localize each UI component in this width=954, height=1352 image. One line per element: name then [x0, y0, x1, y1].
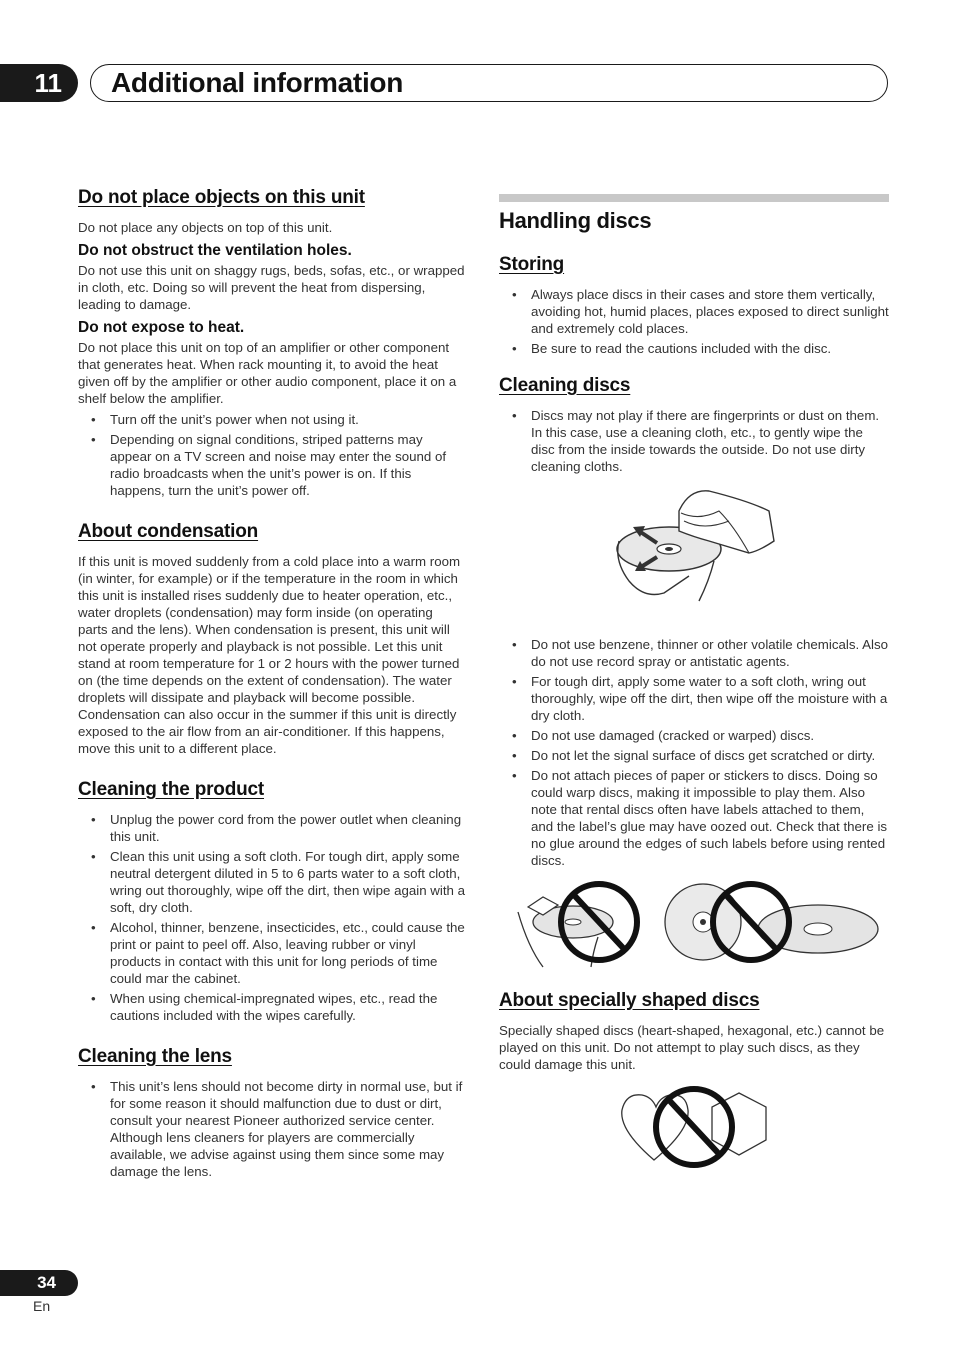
bullet-item: • Unplug the power cord from the power outlet when cleaning this unit. — [78, 811, 466, 845]
chapter-title-box — [90, 64, 888, 102]
chapter-number-tab — [0, 64, 78, 102]
section-do-not-place-objects — [78, 187, 466, 499]
section-divider-bar — [499, 194, 889, 202]
section-title: Storing — [499, 254, 565, 275]
page-number: 34 — [37, 1273, 56, 1292]
bullet-item: • This unit’s lens should not become dirty in normal use, but if for some reason it should malfunction due to dust or dirt, consult your nearest Pioneer authorized service center. Although lens cleaners for players are commercially available, we advise against using them since some may damage the lens. — [78, 1078, 466, 1180]
paragraph: If this unit is moved suddenly from a cold place into a warm room (in winter, for example) or if the temperature in the room in which this unit is installed rises suddenly due to heater operation, etc., water droplets (condensation) may form inside (on operating parts and the lens). When condensation is present, this unit will not operate properly and playback is not possible. Let this unit stand at room temperature for 1 or 2 hours with the power turned on (the time depends on the extent of condensation). The water droplets will dissipate and playback will become possible. Condensation can also occur in the summer if this unit is directly exposed to the air flow from an air-conditioner. If this happens, move this unit to a different place. — [78, 554, 461, 756]
bullet-item: • For tough dirt, apply some water to a soft cloth, wring out thoroughly, wipe off the dirt, then wipe off the moisture with a dry cloth. — [499, 673, 889, 724]
bullet-list — [499, 636, 889, 869]
section-cleaning-lens — [78, 1046, 466, 1180]
bullet-item: • Depending on signal conditions, striped patterns may appear on a TV screen and noise may enter the sound of radio broadcasts when the unit’s power is on. If this happens, turn the unit’s power off. — [78, 431, 466, 499]
bullet-list — [499, 286, 889, 357]
paragraph: Do not place this unit on top of an amplifier or other component that generates heat. When rack mounting it, to avoid the heat given off by the amplifier or other audio component, place it on a shelf below the amplifier. — [78, 340, 457, 406]
bullet-item: • Turn off the unit’s power when not using it. — [78, 411, 466, 428]
bullet-item: • Do not use benzene, thinner or other volatile chemicals. Also do not use record spray or antistatic agents. — [499, 636, 889, 670]
bullet-list — [78, 811, 466, 1024]
section-title: Do not place objects on this unit — [78, 187, 365, 208]
paragraph: Do not place any objects on top of this unit. — [78, 220, 333, 235]
language-label: En — [33, 1298, 51, 1314]
section-storing — [499, 254, 889, 357]
section-title: About specially shaped discs — [499, 990, 760, 1011]
no-stickers-on-discs-illustration — [513, 877, 883, 972]
paragraph: Specially shaped discs (heart-shaped, hexagonal, etc.) cannot be played on this unit. Do not attempt to play such discs, as they could damage this unit. — [499, 1023, 885, 1072]
bullet-item: • Always place discs in their cases and store them vertically, avoiding hot, humid places, places exposed to direct sunlight and extremely cold places. — [499, 286, 889, 337]
bullet-item: • Do not let the signal surface of discs get scratched or dirty. — [499, 747, 889, 764]
paragraph: Do not use this unit on shaggy rugs, beds, sofas, etc., or wrapped in cloth, etc. Doing so will prevent the heat from dispersing, leading to damage. — [78, 263, 465, 312]
subheading-heat: Do not expose to heat. — [78, 319, 245, 336]
bullet-list — [78, 411, 466, 499]
section-specially-shaped-discs — [499, 990, 889, 1170]
shaped-discs-prohibited-illustration — [614, 1085, 774, 1170]
section-title: Cleaning discs — [499, 375, 631, 396]
bullet-item: • Do not use damaged (cracked or warped) discs. — [499, 727, 889, 744]
bullet-item: • Clean this unit using a soft cloth. For tough dirt, apply some neutral detergent diluted in 5 to 6 parts water to a soft cloth, wring out thoroughly, wipe off the dirt, then wipe again with a soft, dry cloth. — [78, 848, 466, 916]
bullet-item: • Do not attach pieces of paper or stickers to discs. Doing so could warp discs, making it impossible to play them. Also note that rental discs often have labels attached to them, and the label’s glue may have oozed out. Check that there is no glue around the edges of such labels before using rented discs. — [499, 767, 889, 869]
left-column — [78, 187, 466, 1202]
bullet-list — [78, 1078, 466, 1180]
bullet-item: • Be sure to read the cautions included with the disc. — [499, 340, 889, 357]
bullet-item: • When using chemical-impregnated wipes, etc., read the cautions included with the wipes carefully. — [78, 990, 466, 1024]
section-title: Cleaning the product — [78, 779, 265, 800]
page-number-tab — [0, 1270, 78, 1296]
section-cleaning-product — [78, 779, 466, 1024]
main-section-title: Handling discs — [499, 208, 652, 233]
wiping-disc-illustration — [609, 481, 779, 606]
bullet-item: • Discs may not play if there are fingerprints or dust on them. In this case, use a cleaning cloth, etc., to gently wipe the disc from the inside towards the outside. Do not use dirty cleaning cloths. — [499, 407, 889, 475]
right-column — [499, 187, 889, 1192]
section-about-condensation — [78, 521, 466, 757]
section-title: About condensation — [78, 521, 259, 542]
subheading-ventilation: Do not obstruct the ventilation holes. — [78, 242, 352, 259]
section-cleaning-discs — [499, 375, 889, 972]
bullet-item: • Alcohol, thinner, benzene, insecticides, etc., could cause the print or paint to peel off. Also, leaving rubber or vinyl products in contact with this unit for long periods of time could mar the cabinet. — [78, 919, 466, 987]
chapter-title: Additional information — [111, 67, 404, 98]
section-title: Cleaning the lens — [78, 1046, 232, 1067]
chapter-number: 11 — [34, 68, 62, 98]
bullet-list — [499, 407, 889, 475]
